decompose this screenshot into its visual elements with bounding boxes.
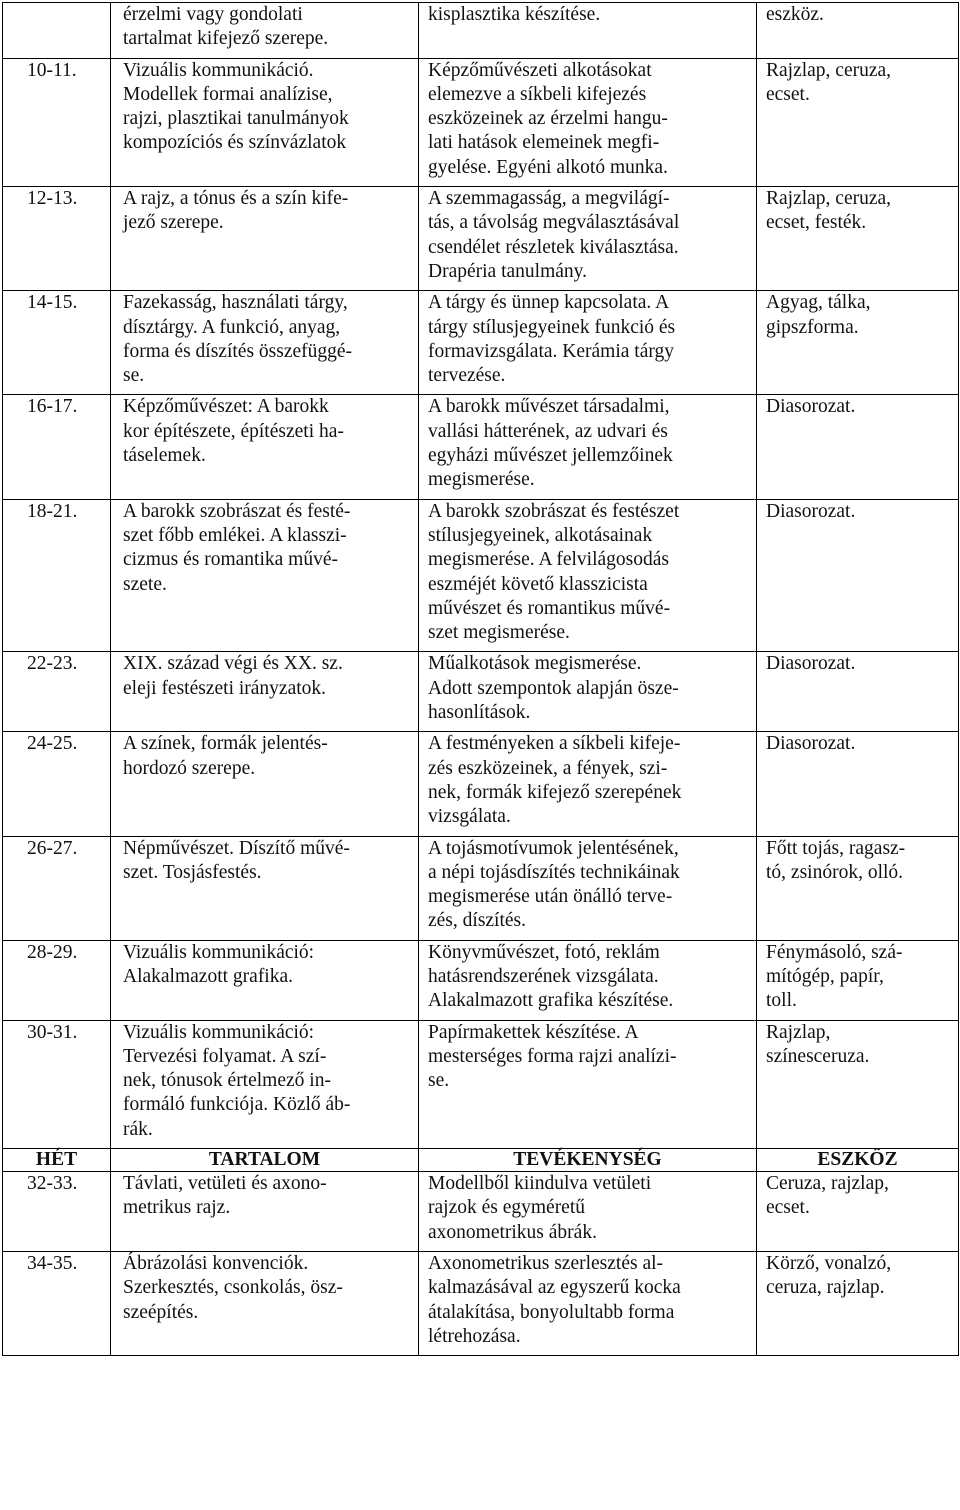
cell-tevekenyseg: A barokk szobrászat és festészet stílusjegyeinek, alkotásainak megismerése. A felvilágosodás eszméjét követő klasszicista művészet és romantikus művé- szet megismerése. — [419, 499, 757, 652]
cell-eszkoz: Fénymásoló, szá- mítógép, papír, toll. — [757, 940, 959, 1020]
table-row — [3, 732, 959, 836]
table-row — [3, 58, 959, 186]
table-row — [3, 187, 959, 291]
cell-het: 34-35. — [3, 1251, 111, 1355]
cell-tevekenyseg: Axonometrikus szerlesztés al- kalmazásával az egyszerű kocka átalakítása, bonyolultabb forma létrehozása. — [419, 1251, 757, 1355]
cell-het: 24-25. — [3, 732, 111, 836]
cell-het: 12-13. — [3, 187, 111, 291]
cell-tartalom: Vizuális kommunikáció: Tervezési folyamat. A szí- nek, tónusok értelmező in- formáló funkciója. Közlő áb- rák. — [111, 1020, 419, 1148]
cell-eszkoz: Agyag, tálka, gipszforma. — [757, 291, 959, 395]
table-row — [3, 291, 959, 395]
cell-eszkoz: Rajzlap, ceruza, ecset, festék. — [757, 187, 959, 291]
cell-eszkoz: Rajzlap, színesceruza. — [757, 1020, 959, 1148]
table-header-row — [3, 1149, 959, 1172]
cell-tevekenyseg: A festményeken a síkbeli kifeje- zés eszközeinek, a fények, szi- nek, formák kifejező szerepének vizsgálata. — [419, 732, 757, 836]
cell-tartalom: Vizuális kommunikáció. Modellek formai analízise, rajzi, plasztikai tanulmányok kompozíciós és színvázlatok — [111, 58, 419, 186]
cell-het: 30-31. — [3, 1020, 111, 1148]
cell-tartalom: Fazekasság, használati tárgy, dísztárgy. A funkció, anyag, forma és díszítés összefüggé- se. — [111, 291, 419, 395]
cell-eszkoz: Rajzlap, ceruza, ecset. — [757, 58, 959, 186]
cell-tartalom: A rajz, a tónus és a szín kife- jező szerepe. — [111, 187, 419, 291]
cell-het: 10-11. — [3, 58, 111, 186]
curriculum-table — [2, 2, 959, 1356]
cell-het: 22-23. — [3, 652, 111, 732]
cell-tartalom: A barokk szobrászat és festé- szet főbb emlékei. A klasszi- cizmus és romantika művé- szete. — [111, 499, 419, 652]
cell-tevekenyseg: A barokk művészet társadalmi, vallási hátterének, az udvari és egyházi művészet jellemzőinek megismerése. — [419, 395, 757, 499]
table-row — [3, 1251, 959, 1355]
cell-eszkoz: Diasorozat. — [757, 732, 959, 836]
cell-tevekenyseg: A tárgy és ünnep kapcsolata. A tárgy stílusjegyeinek funkció és formavizsgálata. Kerámia tárgy tervezése. — [419, 291, 757, 395]
cell-het: 28-29. — [3, 940, 111, 1020]
header-het: HÉT — [3, 1149, 111, 1172]
cell-eszkoz: Diasorozat. — [757, 499, 959, 652]
table-row — [3, 3, 959, 59]
table-body-top — [3, 3, 959, 1149]
table-row — [3, 652, 959, 732]
table-row — [3, 940, 959, 1020]
cell-eszkoz: Főtt tojás, ragasz- tó, zsinórok, olló. — [757, 836, 959, 940]
cell-tevekenyseg: Képzőművészeti alkotásokat elemezve a síkbeli kifejezés eszközeinek az érzelmi hangu- lati hatások elemeinek megfi- gyelése. Egyéni alkotó munka. — [419, 58, 757, 186]
cell-eszkoz: Diasorozat. — [757, 395, 959, 499]
table-body-bottom — [3, 1172, 959, 1356]
cell-tartalom: Népművészet. Díszítő művé- szet. Tosjásfestés. — [111, 836, 419, 940]
cell-tevekenyseg: A tojásmotívumok jelentésének, a népi tojásdíszítés technikáinak megismerése után önálló terve- zés, díszítés. — [419, 836, 757, 940]
table-row — [3, 499, 959, 652]
cell-tartalom: Ábrázolási konvenciók. Szerkesztés, csonkolás, ösz- szeépítés. — [111, 1251, 419, 1355]
table-header-section — [3, 1149, 959, 1172]
cell-tevekenyseg: Modellből kiindulva vetületi rajzok és egyméretű axonometrikus ábrák. — [419, 1172, 757, 1252]
table-row — [3, 1020, 959, 1148]
cell-eszkoz: Diasorozat. — [757, 652, 959, 732]
cell-tevekenyseg: Papírmakettek készítése. A mesterséges forma rajzi analízi- se. — [419, 1020, 757, 1148]
cell-eszkoz: Ceruza, rajzlap, ecset. — [757, 1172, 959, 1252]
cell-het: 16-17. — [3, 395, 111, 499]
cell-tevekenyseg: Műalkotások megismerése. Adott szempontok alapján ösze- hasonlítások. — [419, 652, 757, 732]
cell-tartalom: XIX. század végi és XX. sz. eleji festészeti irányzatok. — [111, 652, 419, 732]
cell-het: 26-27. — [3, 836, 111, 940]
cell-eszkoz: Körző, vonalzó, ceruza, rajzlap. — [757, 1251, 959, 1355]
cell-het: 32-33. — [3, 1172, 111, 1252]
cell-tevekenyseg: kisplasztika készítése. — [419, 3, 757, 59]
cell-tartalom: érzelmi vagy gondolati tartalmat kifejező szerepe. — [111, 3, 419, 59]
cell-tartalom: Távlati, vetületi és axono- metrikus rajz. — [111, 1172, 419, 1252]
header-eszkoz: ESZKÖZ — [757, 1149, 959, 1172]
cell-het: 18-21. — [3, 499, 111, 652]
cell-tartalom: Vizuális kommunikáció: Alakalmazott grafika. — [111, 940, 419, 1020]
cell-tartalom: Képzőművészet: A barokk kor építészete, építészeti ha- táselemek. — [111, 395, 419, 499]
header-tevekenyseg: TEVÉKENYSÉG — [419, 1149, 757, 1172]
header-tartalom: TARTALOM — [111, 1149, 419, 1172]
cell-tevekenyseg: Könyvművészet, fotó, reklám hatásrendszerének vizsgálata. Alakalmazott grafika készítése. — [419, 940, 757, 1020]
cell-tartalom: A színek, formák jelentés- hordozó szerepe. — [111, 732, 419, 836]
table-row — [3, 395, 959, 499]
cell-eszkoz: eszköz. — [757, 3, 959, 59]
table-row — [3, 1172, 959, 1252]
table-row — [3, 836, 959, 940]
cell-tevekenyseg: A szemmagasság, a megvilágí- tás, a távolság megválasztásával csendélet részletek kiválasztása. Drapéria tanulmány. — [419, 187, 757, 291]
cell-het — [3, 3, 111, 59]
cell-het: 14-15. — [3, 291, 111, 395]
